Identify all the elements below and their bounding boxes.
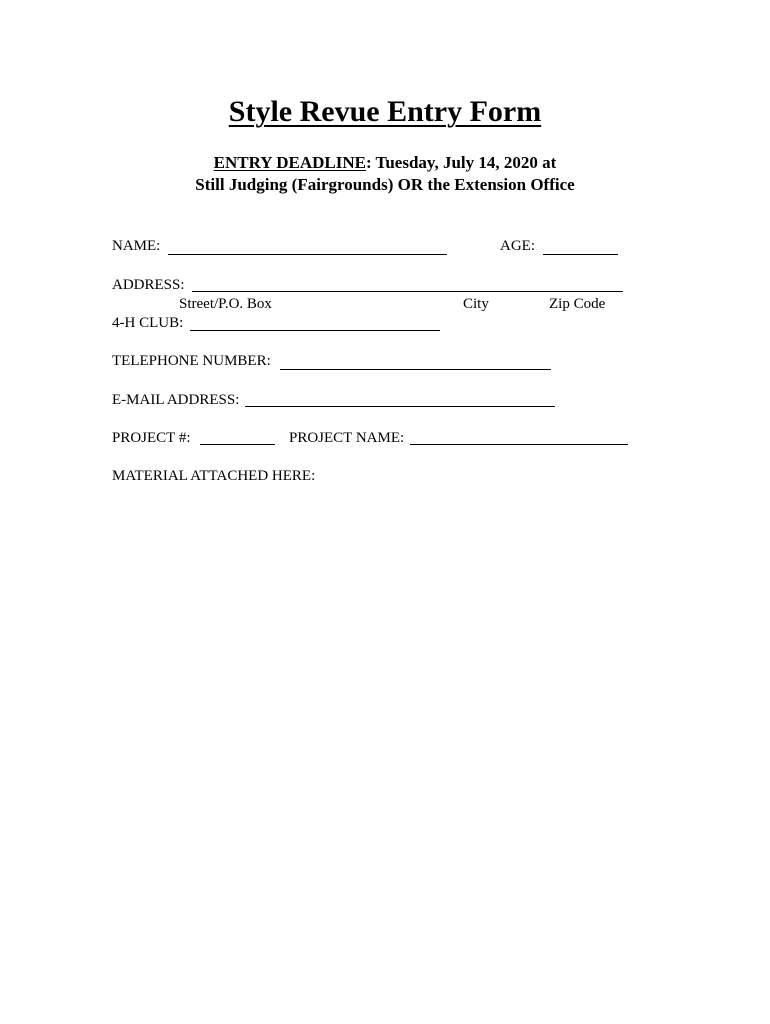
club-field[interactable] (190, 330, 440, 331)
email-field[interactable] (245, 406, 555, 407)
telephone-label: TELEPHONE NUMBER: (112, 353, 271, 369)
entry-deadline-location: Still Judging (Fairgrounds) OR the Extension Office (195, 175, 575, 194)
project-name-label: PROJECT NAME: (289, 430, 405, 446)
project-number-field[interactable] (200, 444, 275, 445)
material-attached-label: MATERIAL ATTACHED HERE: (112, 468, 316, 484)
entry-deadline-date: : Tuesday, July 14, 2020 at (365, 153, 557, 172)
telephone-field[interactable] (280, 369, 551, 370)
address-zip-caption: Zip Code (549, 296, 606, 312)
address-field[interactable] (192, 291, 623, 292)
entry-deadline-label: ENTRY DEADLINE (213, 153, 366, 172)
address-label: ADDRESS: (112, 277, 185, 293)
project-number-label: PROJECT #: (112, 430, 191, 446)
material-attachment-area[interactable] (112, 490, 658, 970)
email-label: E-MAIL ADDRESS: (112, 392, 240, 408)
name-field[interactable] (168, 254, 447, 255)
project-name-field[interactable] (410, 444, 628, 445)
age-field[interactable] (543, 254, 618, 255)
name-label: NAME: (112, 238, 161, 254)
club-label: 4-H CLUB: (112, 315, 184, 331)
entry-deadline-line-1 (0, 152, 770, 174)
page-title: Style Revue Entry Form (228, 95, 542, 128)
age-label: AGE: (500, 238, 535, 254)
address-city-caption: City (463, 296, 489, 312)
address-street-caption: Street/P.O. Box (179, 296, 272, 312)
